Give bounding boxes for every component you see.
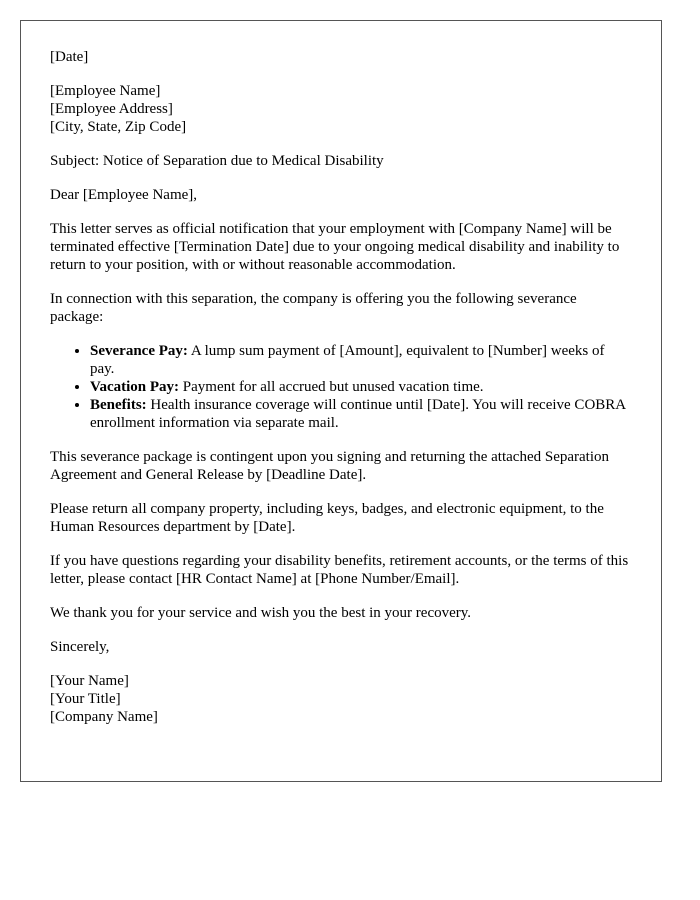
item-text: Health insurance coverage will continue until [Date]. You will receive COBRA enrollment information via separate mail. [90,397,626,431]
letter-date: [Date] [50,49,89,65]
sender-title: [Your Title] [50,691,121,707]
recipient-city-state-zip: [City, State, Zip Code] [50,119,187,135]
item-label: Vacation Pay: [90,379,180,395]
paragraph-thanks: We thank you for your service and wish you the best in your recovery. [50,605,472,621]
recipient-address: [Employee Address] [50,101,173,117]
paragraph-questions: If you have questions regarding your disability benefits, retirement accounts, or the terms of this letter, please contact [HR Contact Name] at [Phone Number/Email]. [50,553,629,587]
recipient-block [50,82,632,136]
item-text: Payment for all accrued but unused vacation time. [179,379,484,395]
paragraph-contingency: This severance package is contingent upon you signing and returning the attached Separation Agreement and General Release by [Deadline Date]. [50,449,609,483]
severance-package-list [50,342,632,432]
recipient-name: [Employee Name] [50,83,161,99]
paragraph-severance-intro: In connection with this separation, the company is offering you the following severance package: [50,291,577,325]
paragraph-notification: This letter serves as official notification that your employment with [Company Name] will be terminated effective [Termination Date] due to your ongoing medical disability and inability to return to your position, with or without reasonable accommodation. [50,221,620,273]
letter [20,20,662,782]
list-item [90,396,632,432]
paragraph-company-property: Please return all company property, including keys, badges, and electronic equipment, to the Human Resources department by [Date]. [50,501,604,535]
list-item [90,342,632,378]
salutation: Dear [Employee Name], [50,187,198,203]
closing: Sincerely, [50,639,110,655]
item-text: A lump sum payment of [Amount], equivalent to [Number] weeks of pay. [90,343,605,377]
list-item [90,378,632,396]
subject-line: Subject: Notice of Separation due to Medical Disability [50,153,384,169]
sender-company: [Company Name] [50,709,158,725]
item-label: Severance Pay: [90,343,188,359]
item-label: Benefits: [90,397,147,413]
sender-block [50,672,632,726]
sender-name: [Your Name] [50,673,129,689]
